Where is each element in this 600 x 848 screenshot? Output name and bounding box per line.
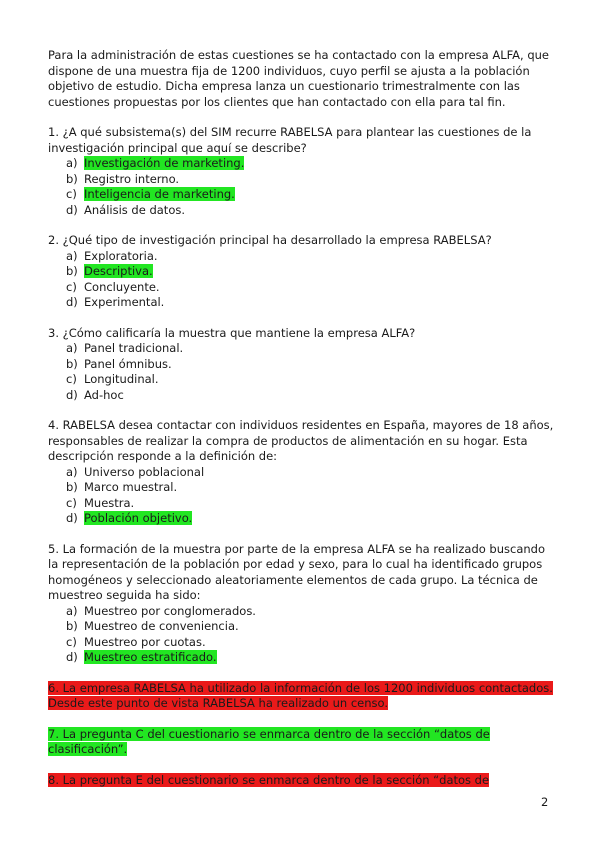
options-list xyxy=(48,341,558,403)
question-4 xyxy=(48,418,558,527)
question-text: 1. ¿A qué subsistema(s) del SIM recurre RABELSA para plantear las cuestiones de la investigación principal que aquí se describe? xyxy=(48,125,532,155)
option-c xyxy=(66,187,558,203)
option-d: d) Análisis de datos. xyxy=(66,202,185,217)
option-c: c) Longitudinal. xyxy=(66,372,159,386)
options-list xyxy=(48,604,558,666)
question-5 xyxy=(48,542,558,666)
question-text: 3. ¿Cómo calificaría la muestra que mantiene la empresa ALFA? xyxy=(48,325,416,340)
statement-6 xyxy=(48,681,558,712)
option-d: d) Ad-hoc xyxy=(66,387,124,402)
option-b: b) Registro interno. xyxy=(66,171,180,186)
question-1 xyxy=(48,125,558,218)
question-2 xyxy=(48,233,558,311)
option-a: a) Panel tradicional. xyxy=(66,341,184,355)
correct-answer-highlight: b) Descriptiva. xyxy=(66,264,153,278)
statement-8 xyxy=(48,773,558,789)
true-statement-highlight: 7. La pregunta C del cuestionario se enmarca dentro de la sección “datos de clasificación”. xyxy=(48,726,490,756)
false-statement-highlight: 8. La pregunta E del cuestionario se enmarca dentro de la sección “datos de xyxy=(48,772,490,787)
false-statement-highlight: 6. La empresa RABELSA ha utilizado la información de los 1200 individuos contactados. Desde este punto de vista RABELSA ha realizado un censo. xyxy=(48,680,553,710)
document-page xyxy=(48,48,558,800)
options-list xyxy=(48,465,558,527)
option-c: c) Muestreo por cuotas. xyxy=(66,634,206,649)
option-d: d) Experimental. xyxy=(66,295,165,309)
option-b: b) Panel ómnibus. xyxy=(66,356,172,371)
question-text: 4. RABELSA desea contactar con individuos residentes en España, mayores de 18 años, responsables de realizar la compra de productos de alimentación en su hogar. Esta descripción responde a la definición de: xyxy=(48,418,554,463)
options-list xyxy=(48,249,558,311)
option-a xyxy=(66,156,558,172)
option-b xyxy=(66,264,558,280)
option-b: b) Muestreo de conveniencia. xyxy=(66,619,239,633)
options-list xyxy=(48,156,558,218)
correct-answer-highlight: c) Inteligencia de marketing. xyxy=(66,187,235,201)
page-number: 2 xyxy=(541,795,549,809)
option-c: c) Muestra. xyxy=(66,495,135,510)
correct-answer-highlight: d) Población objetivo. xyxy=(66,511,193,525)
correct-answer-highlight: a) Investigación de marketing. xyxy=(66,156,245,170)
question-3 xyxy=(48,326,558,404)
intro-paragraph: Para la administración de estas cuestiones se ha contactado con la empresa ALFA, que dispone de una muestra fija de 1200 individuos, cuyo perfil se ajusta a la población objetivo de estudio. Dicha empresa lanza un cuestionario trimestralmente con las cuestiones propuestas por los clientes que han contactado con ella para tal fin. xyxy=(48,48,550,109)
option-a: a) Muestreo por conglomerados. xyxy=(66,603,256,618)
statement-7 xyxy=(48,727,558,758)
option-a: a) Exploratoria. xyxy=(66,248,158,263)
option-c: c) Concluyente. xyxy=(66,279,160,294)
option-d xyxy=(66,650,558,666)
question-text: 2. ¿Qué tipo de investigación principal ha desarrollado la empresa RABELSA? xyxy=(48,233,492,247)
question-text: 5. La formación de la muestra por parte de la empresa ALFA se ha realizado buscando la representación de la población por edad y sexo, para lo cual ha identificado grupos homogéneos y seleccionado aleatoriamente elementos de cada grupo. La técnica de muestreo seguida ha sido: xyxy=(48,541,546,602)
correct-answer-highlight: d) Muestreo estratificado. xyxy=(66,650,217,664)
option-d xyxy=(66,511,558,527)
option-b: b) Marco muestral. xyxy=(66,480,178,494)
option-a: a) Universo poblacional xyxy=(66,464,205,479)
